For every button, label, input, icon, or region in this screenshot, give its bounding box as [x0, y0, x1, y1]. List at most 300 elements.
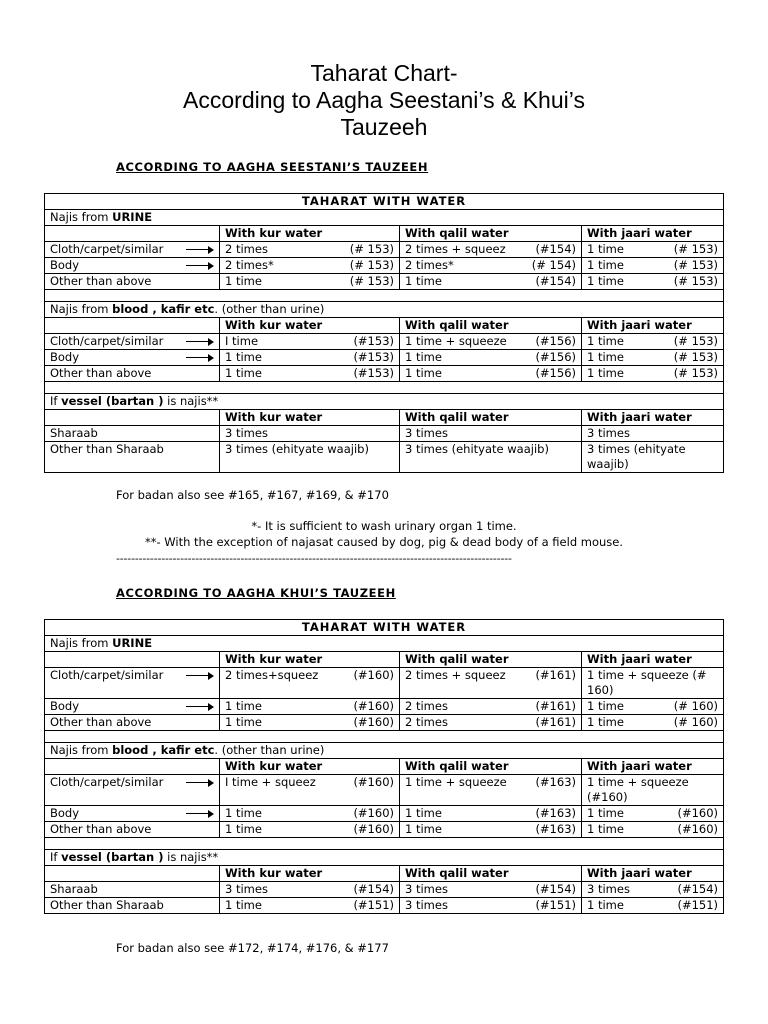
jaari-cell: [582, 806, 724, 822]
table-row: [45, 442, 724, 473]
column-header: With kur water: [220, 652, 400, 668]
section-heading-seestani: ACCORDING TO AAGHA SEESTANI’S TAUZEEH: [116, 160, 429, 174]
row-label: Other than above: [50, 822, 152, 836]
qalil-cell: [400, 898, 582, 914]
jaari-cell: [582, 699, 724, 715]
vessel-group-title-row: [45, 850, 724, 866]
jaari-reference: (# 153): [673, 242, 719, 256]
page-title-line1: Taharat Chart-: [310, 60, 458, 86]
spacer-row: [45, 290, 724, 302]
jaari-reference: (#154): [677, 882, 719, 896]
qalil-value: 1 time: [405, 806, 442, 820]
jaari-cell: [582, 350, 724, 366]
jaari-value: 1 time + squeeze (#160): [587, 775, 689, 804]
row-label-cell: [45, 699, 220, 715]
qalil-cell: [400, 442, 582, 473]
section-divider: ---------------------------------------------------------------------------------------------------------: [116, 552, 512, 565]
kur-value: 3 times: [225, 882, 268, 896]
jaari-value-pair: [587, 274, 718, 289]
column-header: With qalil water: [400, 318, 582, 334]
jaari-value-pair: [587, 242, 718, 257]
row-label: Body: [50, 806, 80, 820]
jaari-value: 3 times: [587, 882, 630, 896]
vessel-group-title-row: [45, 394, 724, 410]
footnote-double-star: **- With the exception of najasat caused by dog, pig & dead body of a field mouse.: [144, 535, 624, 549]
kur-value-pair: [225, 668, 394, 683]
qalil-value: 1 time: [405, 366, 442, 380]
kur-value-pair: [225, 775, 394, 790]
qalil-reference: (#163): [535, 822, 576, 836]
empty-header-cell: [45, 652, 220, 668]
kur-value-pair: [225, 366, 394, 381]
jaari-cell: [582, 274, 724, 290]
group-title-prefix: Najis from: [50, 636, 113, 650]
group-title-suffix: is najis**: [163, 394, 219, 408]
right-arrow-icon: [186, 703, 214, 711]
qalil-reference: (#154): [535, 274, 576, 288]
jaari-value-pair: [587, 806, 718, 821]
qalil-cell: [400, 668, 582, 699]
qalil-cell: [400, 350, 582, 366]
kur-cell: [220, 350, 400, 366]
row-label: Body: [50, 350, 80, 364]
row-label: Cloth/carpet/similar: [50, 334, 164, 348]
qalil-reference: (#161): [535, 668, 576, 682]
jaari-value: 3 times: [587, 426, 630, 440]
urine-column-header-row: [45, 652, 724, 668]
row-label-wrap: [50, 366, 214, 381]
column-header: With kur water: [220, 318, 400, 334]
jaari-value: 1 time: [587, 366, 624, 380]
kur-cell: [220, 274, 400, 290]
table-row: [45, 822, 724, 838]
row-label-wrap: [50, 258, 214, 273]
blood-group-title-row: [45, 743, 724, 759]
row-label-cell: [45, 806, 220, 822]
table-row: [45, 258, 724, 274]
jaari-reference: (#160): [677, 822, 719, 836]
jaari-value: 1 time: [587, 806, 624, 820]
empty-header-cell: [45, 410, 220, 426]
jaari-value-pair: [587, 334, 718, 349]
kur-value: I time + squeez: [225, 775, 316, 789]
table-row: [45, 274, 724, 290]
qalil-reference: (# 154): [531, 258, 576, 272]
kur-reference: (# 153): [349, 274, 394, 288]
qalil-reference: (#163): [535, 806, 576, 820]
column-header: With kur water: [220, 226, 400, 242]
row-label-wrap: [50, 898, 214, 913]
kur-reference: (#153): [353, 334, 394, 348]
jaari-value: 1 time: [587, 274, 624, 288]
jaari-cell: [582, 898, 724, 914]
qalil-cell: [400, 806, 582, 822]
qalil-cell: [400, 699, 582, 715]
jaari-cell: [582, 668, 724, 699]
qalil-cell: [400, 822, 582, 838]
row-label: Other than above: [50, 715, 152, 729]
jaari-cell: [582, 882, 724, 898]
kur-cell: [220, 715, 400, 731]
qalil-value-pair: [405, 775, 576, 790]
row-label-wrap: [50, 775, 214, 790]
right-arrow-icon: [186, 246, 214, 254]
vessel-column-header-row: [45, 410, 724, 426]
qalil-cell: [400, 775, 582, 806]
qalil-value: 2 times + squeez: [405, 668, 506, 682]
spacer-row: [45, 731, 724, 743]
qalil-cell: [400, 882, 582, 898]
badan-note-seestani: For badan also see #165, #167, #169, & #170: [116, 488, 389, 502]
urine-column-header-row: [45, 226, 724, 242]
kur-reference: (#153): [353, 350, 394, 364]
group-title-suffix: is najis**: [163, 850, 219, 864]
jaari-reference: (# 153): [673, 350, 719, 364]
row-label: Sharaab: [50, 426, 98, 440]
row-label-wrap: [50, 274, 214, 289]
row-label: Cloth/carpet/similar: [50, 668, 164, 682]
jaari-reference: (# 153): [673, 334, 719, 348]
kur-reference: (#160): [353, 715, 394, 729]
qalil-reference: (#156): [535, 334, 576, 348]
qalil-value-pair: [405, 350, 576, 365]
column-header: With kur water: [220, 866, 400, 882]
blood-column-header-row: [45, 318, 724, 334]
urine-group-title-row: [45, 636, 724, 652]
kur-value: 2 times*: [225, 258, 274, 272]
row-label-cell: [45, 426, 220, 442]
spacer-cell: [45, 382, 724, 394]
qalil-cell: [400, 274, 582, 290]
kur-cell: [220, 258, 400, 274]
column-header: With kur water: [220, 410, 400, 426]
right-arrow-icon: [186, 672, 214, 680]
kur-value-pair: [225, 882, 394, 897]
kur-value-pair: [225, 334, 394, 349]
group-title-prefix: Najis from: [50, 743, 113, 757]
qalil-cell: [400, 715, 582, 731]
kur-value: 2 times: [225, 242, 268, 256]
jaari-value-pair: [587, 898, 718, 913]
row-label: Cloth/carpet/similar: [50, 242, 164, 256]
page-title-line2: According to Aagha Seestani’s & Khui’s: [183, 87, 585, 113]
group-title-prefix: If: [50, 850, 62, 864]
kur-value: 1 time: [225, 274, 262, 288]
spacer-cell: [45, 731, 724, 743]
blood-group-title-row: [45, 302, 724, 318]
kur-value-pair: [225, 699, 394, 714]
qalil-value-pair: [405, 242, 576, 257]
vessel-group-title: [45, 850, 724, 866]
jaari-cell: [582, 426, 724, 442]
row-label: Body: [50, 258, 80, 272]
kur-reference: (#160): [353, 822, 394, 836]
table-caption: TAHARAT WITH WATER: [45, 620, 724, 636]
caption-row: [45, 194, 724, 210]
qalil-value-pair: [405, 806, 576, 821]
kur-value: 1 time: [225, 699, 262, 713]
jaari-reference: (# 160): [673, 699, 719, 713]
seestani-taharat-table: [44, 193, 724, 473]
row-label-cell: [45, 442, 220, 473]
page-title-line3: Tauzeeh: [340, 114, 428, 140]
right-arrow-icon: [186, 354, 214, 362]
table-row: [45, 898, 724, 914]
kur-reference: (#160): [353, 668, 394, 682]
jaari-cell: [582, 715, 724, 731]
table-row: [45, 806, 724, 822]
qalil-value: 1 time + squeeze: [405, 775, 507, 789]
blood-group-title: [45, 302, 724, 318]
row-label-wrap: [50, 242, 214, 257]
column-header: With kur water: [220, 759, 400, 775]
kur-cell: [220, 775, 400, 806]
qalil-value-pair: [405, 274, 576, 289]
column-header: With qalil water: [400, 226, 582, 242]
jaari-cell: [582, 242, 724, 258]
empty-header-cell: [45, 226, 220, 242]
kur-cell: [220, 668, 400, 699]
jaari-value-pair: [587, 715, 718, 730]
jaari-value-pair: [587, 350, 718, 365]
qalil-reference: (#156): [535, 350, 576, 364]
empty-header-cell: [45, 866, 220, 882]
urine-group-title-row: [45, 210, 724, 226]
jaari-cell: [582, 442, 724, 473]
kur-value: I time: [225, 334, 259, 348]
kur-cell: [220, 822, 400, 838]
row-label: Sharaab: [50, 882, 98, 896]
vessel-group-title: [45, 394, 724, 410]
jaari-value: 1 time: [587, 334, 624, 348]
right-arrow-icon: [186, 338, 214, 346]
row-label: Other than Sharaab: [50, 442, 164, 456]
qalil-value-pair: [405, 882, 576, 897]
empty-header-cell: [45, 318, 220, 334]
jaari-reference: (# 153): [673, 258, 719, 272]
right-arrow-icon: [186, 810, 214, 818]
spacer-cell: [45, 838, 724, 850]
badan-note-khui: For badan also see #172, #174, #176, & #177: [116, 941, 389, 955]
row-label-wrap: [50, 822, 214, 837]
qalil-value: 3 times: [405, 426, 448, 440]
row-label-wrap: [50, 715, 214, 730]
kur-value: 1 time: [225, 715, 262, 729]
qalil-cell: [400, 366, 582, 382]
qalil-value: 2 times*: [405, 258, 454, 272]
jaari-cell: [582, 334, 724, 350]
jaari-reference: (# 153): [673, 366, 719, 380]
row-label-wrap: [50, 699, 214, 714]
column-header: With qalil water: [400, 759, 582, 775]
kur-value: 3 times (ehityate waajib): [225, 442, 369, 456]
kur-value-pair: [225, 242, 394, 257]
jaari-value: 1 time: [587, 715, 624, 729]
row-label-wrap: [50, 350, 214, 365]
kur-value-pair: [225, 258, 394, 273]
column-header: With jaari water: [582, 759, 724, 775]
jaari-value-pair: [587, 258, 718, 273]
group-title-bold: vessel (bartan ): [61, 850, 164, 864]
blood-group-title: [45, 743, 724, 759]
kur-cell: [220, 242, 400, 258]
empty-header-cell: [45, 759, 220, 775]
group-title-bold: vessel (bartan ): [61, 394, 164, 408]
row-label-cell: [45, 274, 220, 290]
qalil-reference: (#151): [535, 898, 576, 912]
vessel-column-header-row: [45, 866, 724, 882]
kur-reference: (#153): [353, 366, 394, 380]
jaari-value-pair: [587, 366, 718, 381]
kur-reference: (# 153): [349, 242, 394, 256]
qalil-value-pair: [405, 258, 576, 273]
qalil-value-pair: [405, 822, 576, 837]
jaari-cell: [582, 366, 724, 382]
kur-reference: (#160): [353, 775, 394, 789]
row-label-cell: [45, 715, 220, 731]
qalil-value-pair: [405, 715, 576, 730]
kur-reference: (#160): [353, 699, 394, 713]
table-row: [45, 715, 724, 731]
kur-value-pair: [225, 822, 394, 837]
right-arrow-icon: [186, 262, 214, 270]
jaari-value-pair: [587, 882, 718, 897]
kur-value-pair: [225, 350, 394, 365]
kur-value: 1 time: [225, 366, 262, 380]
row-label: Other than above: [50, 274, 152, 288]
kur-value-pair: [225, 715, 394, 730]
jaari-cell: [582, 822, 724, 838]
row-label-wrap: [50, 442, 214, 457]
spacer-row: [45, 838, 724, 850]
kur-cell: [220, 442, 400, 473]
jaari-value: 1 time: [587, 822, 624, 836]
kur-cell: [220, 806, 400, 822]
kur-cell: [220, 699, 400, 715]
row-label: Cloth/carpet/similar: [50, 775, 164, 789]
kur-cell: [220, 366, 400, 382]
urine-group-title: [45, 210, 724, 226]
row-label: Body: [50, 699, 80, 713]
qalil-value-pair: [405, 668, 576, 683]
qalil-value: 1 time + squeeze: [405, 334, 507, 348]
column-header: With qalil water: [400, 410, 582, 426]
table-row: [45, 426, 724, 442]
row-label-cell: [45, 822, 220, 838]
column-header: With jaari water: [582, 226, 724, 242]
kur-value: 1 time: [225, 806, 262, 820]
group-title-prefix: If: [50, 394, 62, 408]
qalil-reference: (#161): [535, 715, 576, 729]
row-label-cell: [45, 350, 220, 366]
kur-value-pair: [225, 806, 394, 821]
jaari-value: 1 time: [587, 898, 624, 912]
row-label: Other than Sharaab: [50, 898, 164, 912]
qalil-reference: (#154): [535, 242, 576, 256]
qalil-reference: (#156): [535, 366, 576, 380]
kur-value: 3 times: [225, 426, 268, 440]
column-header: With jaari water: [582, 652, 724, 668]
qalil-cell: [400, 334, 582, 350]
khui-taharat-table: [44, 619, 724, 914]
table-row: [45, 775, 724, 806]
table-row: [45, 699, 724, 715]
right-arrow-icon: [186, 779, 214, 787]
group-title-bold: URINE: [112, 636, 153, 650]
qalil-cell: [400, 242, 582, 258]
column-header: With jaari water: [582, 866, 724, 882]
qalil-value: 2 times: [405, 699, 448, 713]
qalil-value: 1 time: [405, 822, 442, 836]
jaari-reference: (#151): [677, 898, 719, 912]
jaari-reference: (# 160): [673, 715, 719, 729]
caption-row: [45, 620, 724, 636]
qalil-value: 2 times: [405, 715, 448, 729]
jaari-value-pair: [587, 699, 718, 714]
kur-value: 2 times+squeez: [225, 668, 319, 682]
row-label-cell: [45, 334, 220, 350]
kur-value: 1 time: [225, 822, 262, 836]
jaari-value: 1 time: [587, 350, 624, 364]
jaari-value: 1 time: [587, 242, 624, 256]
row-label-wrap: [50, 806, 214, 821]
row-label-wrap: [50, 882, 214, 897]
qalil-reference: (#154): [535, 882, 576, 896]
table-row: [45, 242, 724, 258]
spacer-row: [45, 382, 724, 394]
table-row: [45, 882, 724, 898]
spacer-cell: [45, 290, 724, 302]
qalil-value: 3 times: [405, 882, 448, 896]
kur-cell: [220, 334, 400, 350]
jaari-value: 3 times (ehityate waajib): [587, 442, 686, 471]
column-header: With jaari water: [582, 318, 724, 334]
jaari-value: 1 time: [587, 699, 624, 713]
kur-cell: [220, 426, 400, 442]
row-label-cell: [45, 242, 220, 258]
jaari-value: 1 time + squeeze (# 160): [587, 668, 707, 697]
group-title-suffix: . (other than urine): [214, 302, 325, 316]
jaari-reference: (#160): [677, 806, 719, 820]
kur-value-pair: [225, 274, 394, 289]
column-header: With jaari water: [582, 410, 724, 426]
kur-value-pair: [225, 898, 394, 913]
qalil-reference: (#161): [535, 699, 576, 713]
kur-reference: (#154): [353, 882, 394, 896]
row-label-cell: [45, 668, 220, 699]
urine-group-title: [45, 636, 724, 652]
group-title-suffix: . (other than urine): [214, 743, 325, 757]
kur-value: 1 time: [225, 350, 262, 364]
column-header: With qalil water: [400, 866, 582, 882]
section-heading-khui: ACCORDING TO AAGHA KHUI’S TAUZEEH: [116, 586, 396, 600]
row-label-cell: [45, 366, 220, 382]
jaari-cell: [582, 258, 724, 274]
qalil-value-pair: [405, 334, 576, 349]
qalil-value: 2 times + squeez: [405, 242, 506, 256]
kur-reference: (#151): [353, 898, 394, 912]
row-label-wrap: [50, 426, 214, 441]
jaari-reference: (# 153): [673, 274, 719, 288]
kur-reference: (#160): [353, 806, 394, 820]
kur-value: 1 time: [225, 898, 262, 912]
qalil-value-pair: [405, 699, 576, 714]
blood-column-header-row: [45, 759, 724, 775]
jaari-cell: [582, 775, 724, 806]
row-label-cell: [45, 898, 220, 914]
group-title-bold: blood , kafir etc: [112, 743, 215, 757]
jaari-value-pair: [587, 822, 718, 837]
